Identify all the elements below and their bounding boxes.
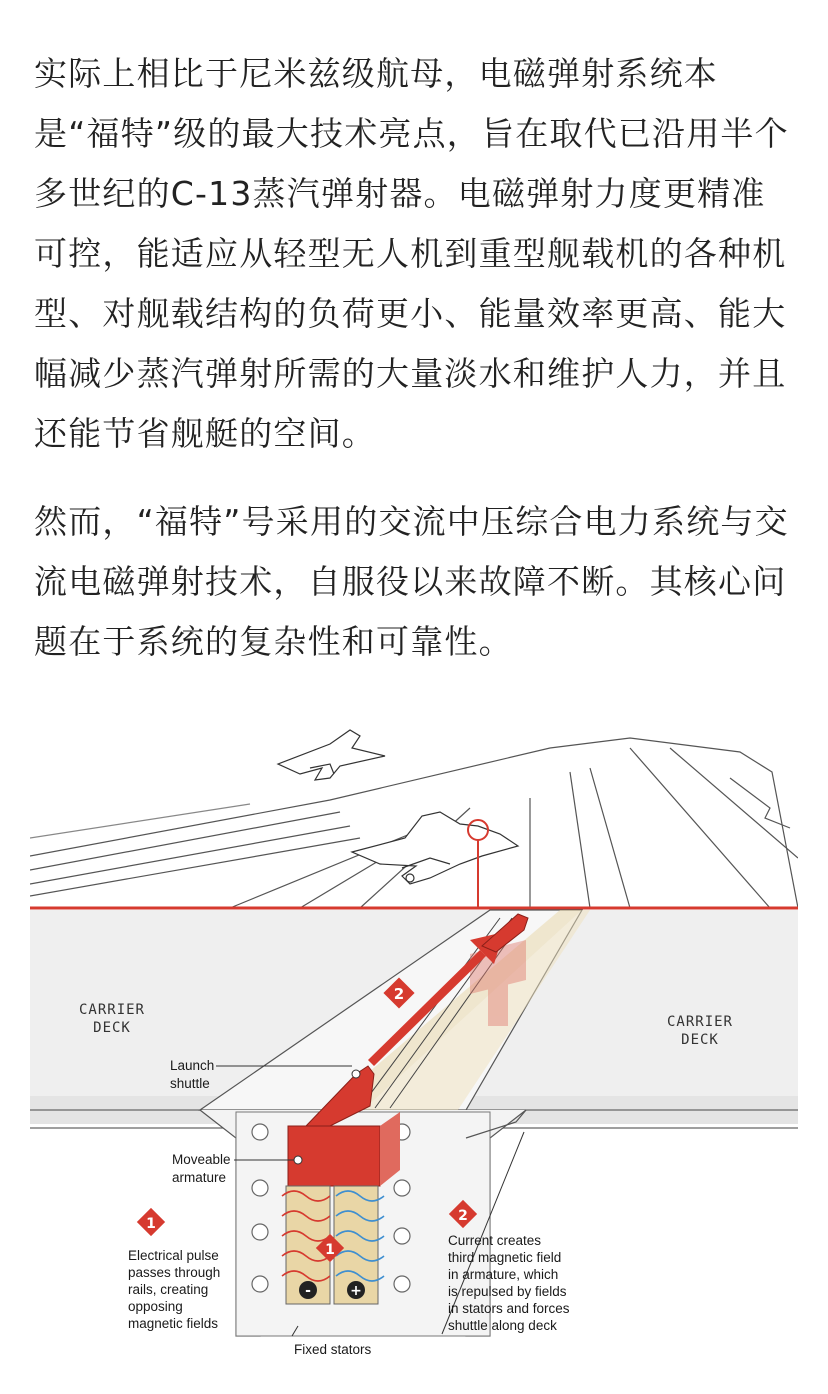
article-paragraph-2: 然而，“福特”号采用的交流中压综合电力系统与交流电磁弹射技术，自服役以来故障不断。其核心问题在于系统的复杂性和可靠性。 [34, 502, 789, 661]
fixed-stators-label: Fixed stators [294, 1342, 372, 1357]
svg-text:in armature, which: in armature, which [448, 1267, 559, 1282]
step-2-badge-track-number: 2 [393, 985, 405, 1003]
article-body [34, 44, 798, 700]
step-1-badge-left [137, 1208, 165, 1236]
svg-text:opposing: opposing [128, 1299, 183, 1314]
deck-label-left: CARRIER [78, 1002, 146, 1018]
launch-shuttle-label: Launch [170, 1058, 215, 1073]
step-2-badge-right-number: 2 [458, 1208, 468, 1224]
deck-label-right-2: DECK [681, 1032, 719, 1048]
launch-shuttle-label-2: shuttle [170, 1076, 210, 1091]
svg-text:magnetic fields: magnetic fields [128, 1316, 219, 1331]
svg-text:is repulsed by fields: is repulsed by fields [448, 1284, 567, 1299]
plus-sign: + [350, 1283, 362, 1299]
deck-label-right: CARRIER [666, 1014, 734, 1030]
step-1-description [128, 1248, 220, 1331]
step-1-badge-left-number: 1 [146, 1216, 156, 1232]
svg-text:shuttle along deck: shuttle along deck [448, 1318, 557, 1333]
jet-icon [278, 730, 385, 780]
moveable-armature-label-2: armature [172, 1170, 227, 1185]
jet-icon [352, 812, 518, 884]
moveable-armature-label: Moveable [172, 1152, 231, 1167]
svg-text:rails, creating: rails, creating [128, 1282, 209, 1297]
svg-text:Electrical pulse: Electrical pulse [128, 1248, 219, 1263]
emals-diagram [30, 708, 798, 1368]
svg-text:third magnetic field: third magnetic field [448, 1250, 562, 1265]
deck-label-left-2: DECK [93, 1020, 131, 1036]
svg-text:passes through: passes through [128, 1265, 221, 1280]
svg-text:Current creates: Current creates [448, 1233, 542, 1248]
step-1-badge-center-number: 1 [325, 1242, 335, 1258]
svg-text:in stators and forces: in stators and forces [448, 1301, 570, 1316]
minus-sign: - [305, 1283, 311, 1299]
article-paragraph-1: 实际上相比于尼米兹级航母，电磁弹射系统本是“福特”级的最大技术亮点，旨在取代已沿用半个多世纪的C-13蒸汽弹射器。电磁弹射力度更精准可控，能适应从轻型无人机到重型舰载机的各种机型、对舰载结构的负荷更小、能量效率更高、能大幅减少蒸汽弹射所需的大量淡水和维护人力，并且还能节省舰艇的空间。 [34, 54, 789, 453]
